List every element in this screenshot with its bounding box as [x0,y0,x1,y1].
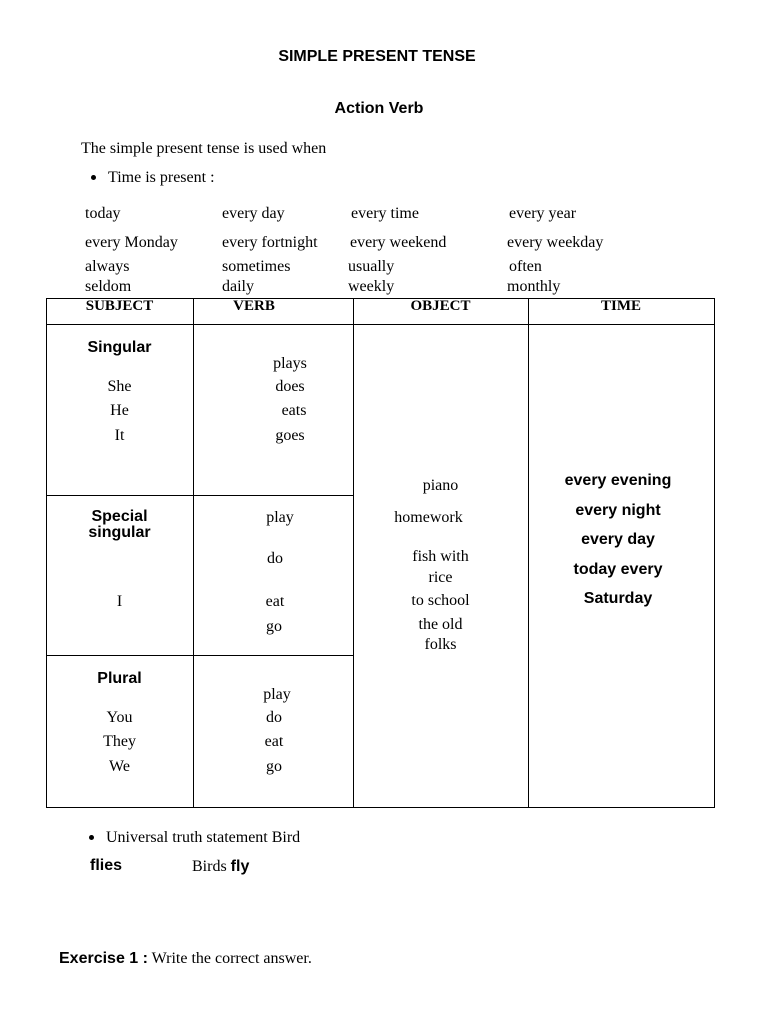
time-word: sometimes [222,258,291,275]
object-cell: homework [394,509,463,526]
time-phrase: today every [573,560,663,578]
verb-cell: eat [265,593,285,610]
group-singular-label: Singular [87,339,152,356]
time-word: every fortnight [222,234,318,251]
verb-cell: play [266,509,294,526]
object-cell: piano [422,477,459,494]
subject-cell: It [114,427,125,444]
table-row-divider [46,655,354,656]
time-word: every Monday [85,234,178,251]
time-word: always [85,258,130,275]
verb-cell: does [275,378,305,395]
example-fly-word: fly [230,858,250,875]
table-border-left [46,298,47,808]
header-object: OBJECT [410,298,471,314]
exercise-line [59,950,312,968]
subject-cell: She [107,378,132,395]
time-phrase: every night [575,501,661,519]
time-cell [528,466,708,614]
page-subtitle: Action Verb [334,100,424,117]
table-border-right [714,298,715,808]
bullet-universal-truth [89,829,300,847]
verb-cell: eat [264,733,284,750]
exercise-label: Exercise 1 : [59,950,148,967]
subject-cell: I [116,593,123,610]
time-phrase: every evening [564,472,672,489]
intro-text: The simple present tense is used when [81,140,327,157]
special-label-line: Special [91,508,148,525]
example-flies: flies [90,857,123,874]
time-phrase: Saturday [583,590,653,607]
table-border-bottom [46,807,715,808]
time-word: every year [509,205,577,222]
verb-cell: go [266,618,282,635]
time-word: every weekend [350,234,447,251]
example-birds-fly [192,858,249,876]
time-word: today [85,205,121,222]
page-title: SIMPLE PRESENT TENSE [278,48,476,65]
header-verb: VERB [233,298,275,314]
table-row-divider [46,495,354,496]
time-word: often [509,258,542,275]
object-cell: rice [428,569,453,586]
subject-cell: We [109,758,130,775]
bullet-time-present [91,169,215,187]
time-word: seldom [85,278,132,295]
header-time: TIME [600,298,641,314]
exercise-instruction: Write the correct answer. [151,950,312,967]
verb-cell: eats [281,402,307,419]
table-header-divider [46,324,715,325]
subject-cell: You [106,709,133,726]
verb-cell: do [266,709,282,726]
object-cell: folks [424,636,457,653]
bullet-time-present-text: Time is present : [108,169,215,186]
time-word: weekly [348,278,395,295]
verb-cell: play [263,686,291,703]
special-label-line: singular [88,524,151,541]
header-subject: SUBJECT [85,298,154,314]
group-special-singular-label [46,509,193,541]
object-cell: the old [418,616,463,633]
time-word: every weekday [507,234,604,251]
verb-cell: plays [273,355,307,372]
time-word: monthly [507,278,561,295]
time-word: usually [348,258,395,275]
subject-cell: He [110,402,129,419]
verb-cell: do [267,550,283,567]
time-phrase: every day [581,531,655,548]
bullet-universal-truth-text: Universal truth statement Bird [106,829,301,846]
time-word: every day [222,205,285,222]
verb-cell: go [266,758,282,775]
time-word: daily [222,278,254,295]
time-word: every time [351,205,419,222]
bullet-icon [91,175,96,180]
subject-cell: They [103,733,136,750]
table-col-divider [193,298,194,808]
object-cell: fish with [412,548,469,565]
group-plural-label: Plural [97,670,142,687]
verb-cell: goes [275,427,305,444]
bullet-icon [89,835,94,840]
example-birds-word: Birds [192,858,227,875]
object-cell: to school [411,592,470,609]
